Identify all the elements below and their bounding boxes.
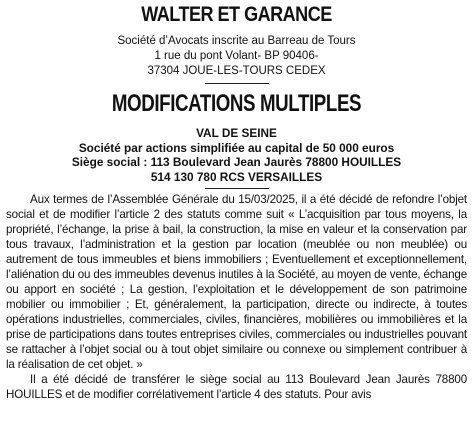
firm-city: 37304 JOUE-LES-TOURS CEDEX bbox=[147, 65, 326, 77]
firm-address-block bbox=[6, 34, 467, 79]
notice-title: MODIFICATIONS MULTIPLES bbox=[111, 90, 362, 117]
divider bbox=[205, 188, 269, 189]
legal-notice bbox=[0, 2, 473, 431]
company-rcs: 514 130 780 RCS VERSAILLES bbox=[150, 169, 323, 184]
divider bbox=[205, 83, 269, 84]
body-paragraph: Il a été décidé de transférer le siège social au 113 Boulevard Jean Jaurès 78800 HOUILLES et de modifier corrélativement l’article 4 des statuts. Pour avis bbox=[6, 373, 467, 401]
company-block bbox=[6, 126, 467, 184]
firm-street: 1 rue du pont Volant- BP 90406- bbox=[154, 50, 319, 62]
company-name: VAL DE SEINE bbox=[196, 126, 277, 140]
firm-description: Société d’Avocats inscrite au Barreau de Tours bbox=[117, 35, 356, 47]
company-form: Société par actions simplifiée au capital de 50 000 euros bbox=[78, 140, 395, 155]
body-paragraph: Aux termes de l’Assemblée Générale du 15/03/2025, il a été décidé de refondre l’objet social et de modifier l’article 2 des statuts comme suit « L’acquisition par tous moyens, la propriété, l’échange, la prise à bail, la construction, la mise en valeur et la conservation par tous travaux, l’administration et la gestion par location (meublée ou non meublée) ou autrement de tous immeubles et biens immobiliers ; Eventuellement et exceptionnellement, l’aliénation du ou des immeubles devenus inutiles à la Société, au moyen de vente, échange ou apport en société ; La gestion, l’exploitation et le développement de son patrimoine mobilier ou immobilier ; Et, généralement, la participation, directe ou indirecte, à toutes opérations industrielles, commerciales, civiles, financières, mobilières ou immobilières et la prise de participations dans toutes entreprises civiles, commerciales ou industrielles pouvant se rattacher à l’objet social ou à tout objet similaire ou connexe ou simplement contribuer à la réalisation de cet objet. » bbox=[6, 193, 467, 371]
firm-name: WALTER ET GARANCE bbox=[141, 3, 332, 26]
notice-body bbox=[6, 192, 467, 402]
company-seat: Siège social : 113 Boulevard Jean Jaurès 78800 HOUILLES bbox=[71, 155, 402, 169]
